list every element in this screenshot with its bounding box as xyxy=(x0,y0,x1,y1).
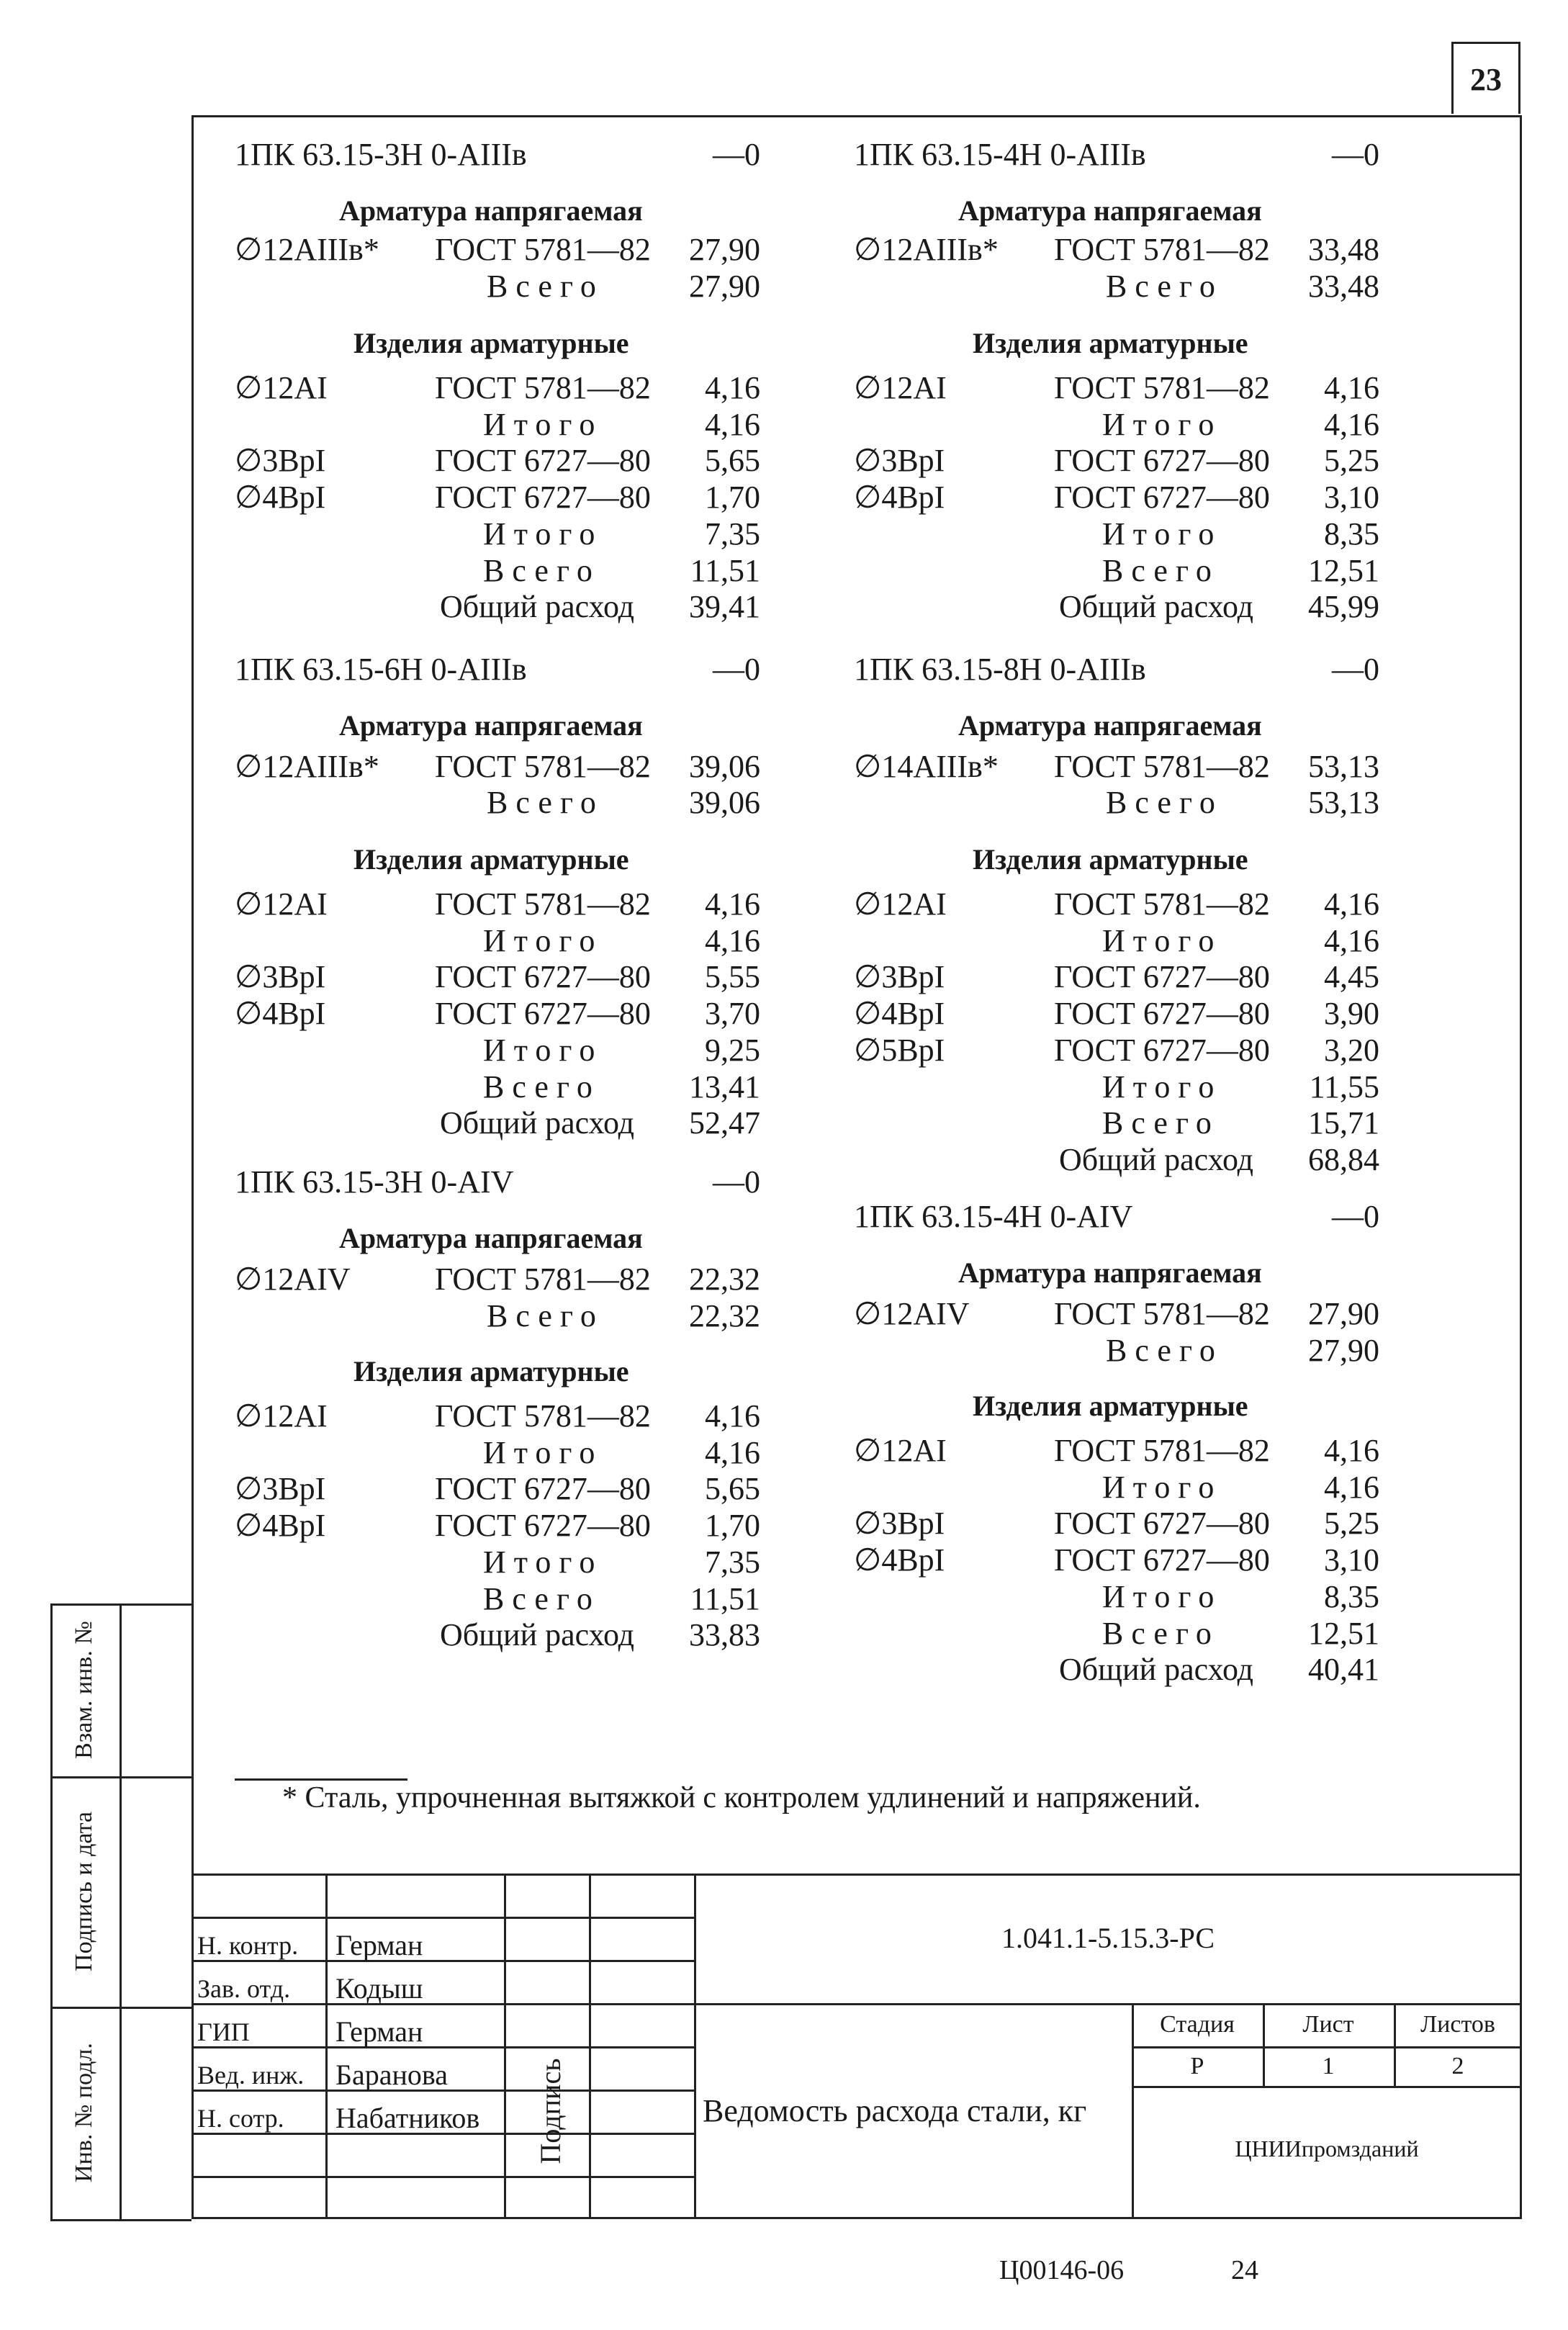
rebar-mark: ∅12АIIIв* xyxy=(235,232,379,267)
tb-role: ГИП xyxy=(197,2018,250,2046)
rebar-mark: ∅12АI xyxy=(854,370,947,405)
mass-value: 27,90 xyxy=(1308,1296,1379,1331)
rebar-mark: ∅12АI xyxy=(854,1433,947,1468)
block-title-suffix: —0 xyxy=(1332,137,1379,172)
tb-rule xyxy=(1132,2086,1522,2088)
mass-value: 7,35 xyxy=(705,1544,760,1580)
mass-value: 1,70 xyxy=(705,1508,760,1544)
rebar-mark: ∅14АIIIв* xyxy=(854,749,999,784)
subtotal-label: Итого xyxy=(1102,1469,1222,1505)
tb-rule xyxy=(192,2176,694,2178)
subtotal-label: Итого xyxy=(483,1434,603,1470)
mass-value: 33,48 xyxy=(1308,232,1379,267)
grand-total-label: Общий расход xyxy=(1059,589,1254,625)
block-title-suffix: —0 xyxy=(713,652,760,687)
grand-total-label: Общий расход xyxy=(440,1105,635,1141)
mass-value: 68,84 xyxy=(1308,1141,1379,1177)
footnote: * Сталь, упрочненная вытяжкой с контролем удлинений и напряжений. xyxy=(282,1781,1201,1814)
rebar-mark: ∅12АI xyxy=(235,1398,328,1434)
rebar-mark: ∅3ВрI xyxy=(854,443,945,479)
mass-value: 4,16 xyxy=(1324,886,1379,922)
mass-value: 39,41 xyxy=(689,589,760,625)
mass-value: 8,35 xyxy=(1324,516,1379,552)
section-header: Арматура напрягаемая xyxy=(958,709,1262,742)
mass-value: 13,41 xyxy=(689,1069,760,1105)
mass-value: 5,55 xyxy=(705,959,760,995)
block-title-suffix: —0 xyxy=(713,1164,760,1200)
subtotal-label: Всего xyxy=(483,552,600,588)
podpis-data-label: Подпись и дата xyxy=(71,1812,97,1971)
mass-value: 3,70 xyxy=(705,996,760,1032)
stage-label: Стадия xyxy=(1160,2011,1235,2038)
mass-value: 11,51 xyxy=(690,552,760,588)
rebar-mark: ∅4ВрI xyxy=(854,1542,945,1578)
mass-value: 33,83 xyxy=(689,1617,760,1653)
standard: ГОСТ 5781—82 xyxy=(435,370,651,405)
block-title-suffix: —0 xyxy=(1332,1199,1379,1234)
standard: ГОСТ 6727—80 xyxy=(1054,959,1270,995)
section-header: Арматура напрягаемая xyxy=(339,194,643,227)
block-title: 1ПК 63.15-6Н 0-АIIIв xyxy=(235,652,527,687)
subtotal-label: Всего xyxy=(1102,552,1220,588)
mass-value: 11,55 xyxy=(1309,1069,1379,1105)
tb-rule xyxy=(192,1960,694,1962)
rebar-mark: ∅5ВрI xyxy=(854,1032,945,1068)
mass-value: 3,90 xyxy=(1324,996,1379,1032)
tb-col xyxy=(325,1874,328,2219)
total-value: 39,06 xyxy=(689,785,760,820)
subtotal-label: Итого xyxy=(1102,516,1222,552)
page-number: 23 xyxy=(1451,42,1520,114)
mass-value: 4,16 xyxy=(1324,1469,1379,1505)
standard: ГОСТ 6727—80 xyxy=(1054,996,1270,1032)
bottom-page: 24 xyxy=(1231,2255,1258,2285)
grand-total-label: Общий расход xyxy=(1059,1141,1254,1177)
standard: ГОСТ 5781—82 xyxy=(435,749,651,784)
mass-value: 7,35 xyxy=(705,516,760,552)
standard: ГОСТ 6727—80 xyxy=(435,480,651,516)
tb-rule xyxy=(1132,2046,1522,2048)
standard: ГОСТ 5781—82 xyxy=(1054,370,1270,405)
tb-rule xyxy=(192,1917,694,1919)
standard: ГОСТ 5781—82 xyxy=(435,886,651,922)
mass-value: 4,16 xyxy=(705,886,760,922)
section-header: Арматура напрягаемая xyxy=(339,709,643,742)
mass-value: 4,16 xyxy=(1324,406,1379,442)
tb-role: Н. сотр. xyxy=(197,2104,284,2133)
tb-name: Герман xyxy=(335,2015,423,2048)
grand-total-label: Общий расход xyxy=(440,1617,635,1653)
total-label: Всего xyxy=(487,1298,604,1333)
mass-value: 4,16 xyxy=(705,406,760,442)
sheet-label: Лист xyxy=(1302,2011,1354,2038)
mass-value: 3,10 xyxy=(1324,480,1379,516)
total-label: Всего xyxy=(1106,269,1223,304)
subtotal-label: Итого xyxy=(483,1032,603,1068)
tb-col xyxy=(504,1874,506,2219)
section-header: Изделия арматурные xyxy=(353,327,629,359)
subtotal-label: Итого xyxy=(483,922,603,958)
section-header: Арматура напрягаемая xyxy=(958,1256,1262,1289)
rebar-mark: ∅12АIIIв* xyxy=(235,749,379,784)
standard: ГОСТ 6727—80 xyxy=(1054,1506,1270,1542)
subtotal-label: Итого xyxy=(483,516,603,552)
total-value: 22,32 xyxy=(689,1298,760,1333)
left-stamp-divider xyxy=(120,1603,122,2219)
rebar-mark: ∅12АI xyxy=(854,886,947,922)
mass-value: 53,13 xyxy=(1308,749,1379,784)
total-label: Всего xyxy=(1106,785,1223,820)
subtotal-label: Итого xyxy=(1102,1069,1222,1105)
mass-value: 27,90 xyxy=(689,232,760,267)
standard: ГОСТ 5781—82 xyxy=(1054,1296,1270,1331)
stage-value: Р xyxy=(1190,2053,1204,2079)
rebar-mark: ∅4ВрI xyxy=(235,996,326,1032)
tb-rule xyxy=(192,1874,1522,1876)
rebar-mark: ∅4ВрI xyxy=(854,480,945,516)
section-header: Арматура напрягаемая xyxy=(958,194,1262,227)
mass-value: 3,10 xyxy=(1324,1542,1379,1578)
left-stamp-rule xyxy=(50,2007,192,2009)
sheets-value: 2 xyxy=(1451,2053,1464,2079)
block-title: 1ПК 63.15-8Н 0-АIIIв xyxy=(854,652,1146,687)
tb-name: Кодыш xyxy=(335,1972,423,2005)
mass-value: 8,35 xyxy=(1324,1578,1379,1614)
mass-value: 4,16 xyxy=(1324,370,1379,405)
block-title-suffix: —0 xyxy=(1332,652,1379,687)
mass-value: 52,47 xyxy=(689,1105,760,1141)
bottom-code: Ц00146-06 xyxy=(999,2255,1125,2285)
total-value: 27,90 xyxy=(1308,1333,1379,1368)
rebar-mark: ∅12АI xyxy=(235,370,328,405)
standard: ГОСТ 6727—80 xyxy=(435,959,651,995)
tb-role: Вед. инж. xyxy=(197,2061,305,2090)
block-title-suffix: —0 xyxy=(713,137,760,172)
standard: ГОСТ 6727—80 xyxy=(435,443,651,479)
standard: ГОСТ 6727—80 xyxy=(1054,1542,1270,1578)
left-stamp-rule xyxy=(50,2219,192,2221)
vzam-inv-label: Взам. инв. № xyxy=(71,1621,97,1759)
mass-value: 45,99 xyxy=(1308,589,1379,625)
subtotal-label: Итого xyxy=(1102,406,1222,442)
subtotal-label: Итого xyxy=(483,406,603,442)
section-header: Арматура напрягаемая xyxy=(339,1222,643,1254)
mass-value: 9,25 xyxy=(705,1032,760,1068)
rebar-mark: ∅3ВрI xyxy=(235,959,326,995)
rebar-mark: ∅4ВрI xyxy=(854,996,945,1032)
tb-name: Герман xyxy=(335,1929,423,1961)
total-label: Всего xyxy=(487,785,604,820)
standard: ГОСТ 5781—82 xyxy=(435,1398,651,1434)
subtotal-label: Итого xyxy=(1102,1578,1222,1614)
tb-rule xyxy=(192,2046,694,2048)
rebar-mark: ∅12АIIIв* xyxy=(854,232,999,267)
rebar-mark: ∅12АIV xyxy=(235,1261,351,1297)
inv-podl-label: Инв. № подл. xyxy=(71,2043,97,2182)
doc-title: Ведомость расхода стали, кг xyxy=(703,2093,1087,2128)
sheets-label: Листов xyxy=(1420,2011,1495,2038)
mass-value: 3,20 xyxy=(1324,1032,1379,1068)
organization: ЦНИИпромзданий xyxy=(1235,2136,1419,2162)
mass-value: 4,45 xyxy=(1324,959,1379,995)
total-label: Всего xyxy=(487,269,604,304)
subtotal-label: Всего xyxy=(1102,1105,1220,1141)
total-label: Всего xyxy=(1106,1333,1223,1368)
block-title: 1ПК 63.15-3Н 0-АIV xyxy=(235,1164,514,1200)
standard: ГОСТ 6727—80 xyxy=(435,996,651,1032)
standard: ГОСТ 6727—80 xyxy=(1054,1032,1270,1068)
podpis-label: Подпись xyxy=(534,2058,567,2164)
mass-value: 4,16 xyxy=(1324,922,1379,958)
mass-value: 22,32 xyxy=(689,1261,760,1297)
mass-value: 4,16 xyxy=(705,1434,760,1470)
standard: ГОСТ 6727—80 xyxy=(1054,443,1270,479)
subtotal-label: Всего xyxy=(483,1580,600,1616)
grand-total-label: Общий расход xyxy=(1059,1652,1254,1688)
section-header: Изделия арматурные xyxy=(353,843,629,876)
standard: ГОСТ 5781—82 xyxy=(1054,1433,1270,1468)
tb-role: Зав. отд. xyxy=(197,1974,291,2003)
mass-value: 40,41 xyxy=(1308,1652,1379,1688)
tb-name: Набатников xyxy=(335,2102,480,2134)
mass-value: 4,16 xyxy=(705,370,760,405)
mass-value: 12,51 xyxy=(1308,1615,1379,1651)
total-value: 33,48 xyxy=(1308,269,1379,304)
rebar-mark: ∅12АI xyxy=(235,886,328,922)
subtotal-label: Всего xyxy=(1102,1615,1220,1651)
tb-col xyxy=(589,1874,591,2219)
rebar-mark: ∅12АIV xyxy=(854,1296,970,1331)
left-stamp-border xyxy=(50,1603,53,2219)
section-header: Изделия арматурные xyxy=(973,1390,1248,1422)
doc-code: 1.041.1-5.15.3-РС xyxy=(1001,1922,1215,1954)
total-value: 27,90 xyxy=(689,269,760,304)
rebar-mark: ∅4ВрI xyxy=(235,1508,326,1544)
block-title: 1ПК 63.15-3Н 0-АIIIв xyxy=(235,137,527,172)
grand-total-label: Общий расход xyxy=(440,589,635,625)
subtotal-label: Всего xyxy=(483,1069,600,1105)
mass-value: 5,25 xyxy=(1324,443,1379,479)
standard: ГОСТ 5781—82 xyxy=(435,232,651,267)
section-header: Изделия арматурные xyxy=(353,1355,629,1387)
section-header: Изделия арматурные xyxy=(973,327,1248,359)
rebar-mark: ∅3ВрI xyxy=(854,959,945,995)
mass-value: 15,71 xyxy=(1308,1105,1379,1141)
standard: ГОСТ 5781—82 xyxy=(435,1261,651,1297)
tb-role: Н. контр. xyxy=(197,1931,299,1960)
mass-value: 5,25 xyxy=(1324,1506,1379,1542)
standard: ГОСТ 6727—80 xyxy=(435,1508,651,1544)
tb-name: Баранова xyxy=(335,2059,448,2091)
rebar-mark: ∅3ВрI xyxy=(854,1506,945,1542)
block-title: 1ПК 63.15-4Н 0-АIV xyxy=(854,1199,1133,1234)
mass-value: 5,65 xyxy=(705,443,760,479)
rebar-mark: ∅3ВрI xyxy=(235,1471,326,1507)
subtotal-label: Итого xyxy=(483,1544,603,1580)
standard: ГОСТ 6727—80 xyxy=(1054,480,1270,516)
block-title: 1ПК 63.15-4Н 0-АIIIв xyxy=(854,137,1146,172)
total-value: 53,13 xyxy=(1308,785,1379,820)
subtotal-label: Итого xyxy=(1102,922,1222,958)
standard: ГОСТ 6727—80 xyxy=(435,1471,651,1507)
standard: ГОСТ 5781—82 xyxy=(1054,886,1270,922)
mass-value: 1,70 xyxy=(705,480,760,516)
mass-value: 5,65 xyxy=(705,1471,760,1507)
rebar-mark: ∅4ВрI xyxy=(235,480,326,516)
mass-value: 4,16 xyxy=(1324,1433,1379,1468)
standard: ГОСТ 5781—82 xyxy=(1054,749,1270,784)
sheet-value: 1 xyxy=(1322,2053,1335,2079)
mass-value: 39,06 xyxy=(689,749,760,784)
standard: ГОСТ 5781—82 xyxy=(1054,232,1270,267)
mass-value: 11,51 xyxy=(690,1580,760,1616)
section-header: Изделия арматурные xyxy=(973,843,1248,876)
rebar-mark: ∅3ВрI xyxy=(235,443,326,479)
mass-value: 12,51 xyxy=(1308,552,1379,588)
mass-value: 4,16 xyxy=(705,922,760,958)
mass-value: 4,16 xyxy=(705,1398,760,1434)
